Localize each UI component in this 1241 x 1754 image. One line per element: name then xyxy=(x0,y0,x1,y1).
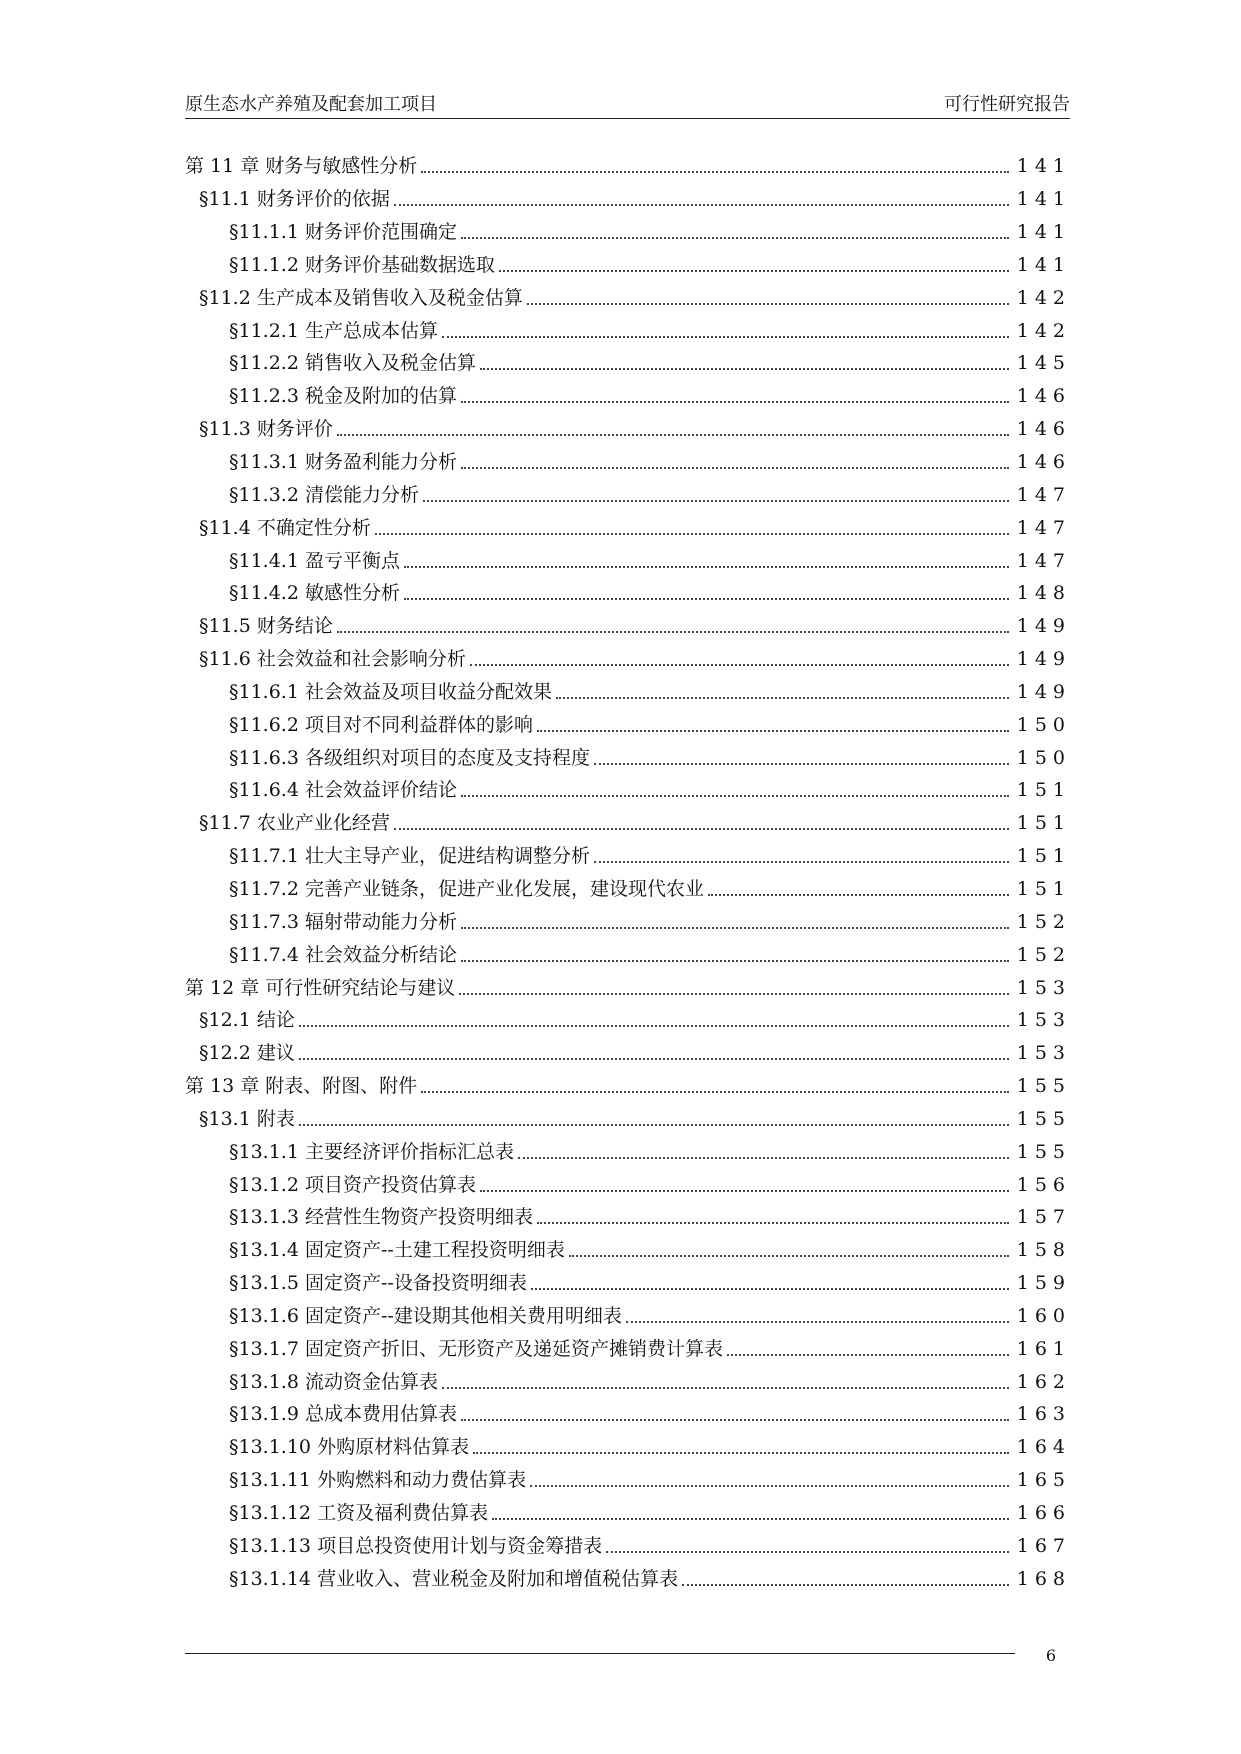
toc-entry-number: §11.2.3 xyxy=(229,385,305,408)
toc-entry-page: 152 xyxy=(1016,943,1071,966)
toc-leader-dots xyxy=(682,1560,1009,1586)
toc-entry-title: 附表 xyxy=(256,1107,295,1130)
toc-entry-number: §13.1.1 xyxy=(229,1140,305,1163)
toc-entry-number: §13.1.3 xyxy=(229,1206,305,1229)
toc-entry-title: 项目总投资使用计划与资金筹措表 xyxy=(317,1534,603,1557)
toc-entry-title: 经营性生物资产投资明细表 xyxy=(304,1206,533,1229)
toc-leader-dots xyxy=(569,1231,1009,1257)
toc-entry-title: 各级组织对项目的态度及支持程度 xyxy=(304,746,590,769)
toc-entry-page: 158 xyxy=(1016,1239,1071,1262)
toc-entry-page: 153 xyxy=(1016,1009,1071,1032)
toc-entry-number: §11.2.2 xyxy=(229,352,305,375)
toc-entry-page: 167 xyxy=(1016,1534,1071,1557)
toc-entry-title: 主要经济评价指标汇总表 xyxy=(304,1140,514,1163)
toc-entry-number: §13.1.10 xyxy=(229,1436,318,1459)
toc-entry-number: §13.1.9 xyxy=(229,1403,305,1426)
toc-entry[interactable] xyxy=(185,380,1071,413)
toc-entry[interactable] xyxy=(185,150,1071,183)
toc-leader-dots xyxy=(480,344,1009,370)
toc-entry-number: §13.1.12 xyxy=(229,1502,318,1525)
toc-leader-dots xyxy=(727,1330,1009,1356)
toc-leader-dots xyxy=(461,377,1009,403)
toc-entry-page: 147 xyxy=(1016,483,1071,506)
toc-leader-dots xyxy=(606,1527,1009,1553)
toc-entry-page: 142 xyxy=(1016,286,1071,309)
toc-leader-dots xyxy=(337,607,1009,633)
toc-entry-page: 162 xyxy=(1016,1370,1071,1393)
toc-leader-dots xyxy=(299,1034,1009,1060)
page-header xyxy=(185,88,1070,119)
toc-entry[interactable] xyxy=(185,1168,1071,1201)
toc-entry-title: 农业产业化经营 xyxy=(256,812,390,835)
table-of-contents xyxy=(185,150,1071,1595)
toc-entry-number: §11.6 xyxy=(199,648,257,671)
toc-leader-dots xyxy=(527,279,1009,305)
toc-entry-title: 财务评价基础数据选取 xyxy=(304,253,495,276)
toc-entry-page: 155 xyxy=(1016,1075,1071,1098)
toc-leader-dots xyxy=(480,1166,1009,1192)
toc-entry-number: §11.6.1 xyxy=(229,680,305,703)
toc-entry[interactable] xyxy=(185,938,1071,971)
toc-entry-number: §11.6.2 xyxy=(229,713,305,736)
toc-entry[interactable] xyxy=(185,1201,1071,1234)
toc-entry-title: 税金及附加的估算 xyxy=(304,385,457,408)
toc-leader-dots xyxy=(423,476,1009,502)
toc-entry-number: §11.2 xyxy=(199,286,257,309)
toc-entry-page: 149 xyxy=(1016,648,1071,671)
toc-entry[interactable] xyxy=(185,1497,1071,1530)
toc-entry-title: 固定资产--建设期其他相关费用明细表 xyxy=(304,1304,622,1327)
toc-entry-number: §11.7.4 xyxy=(229,943,305,966)
toc-leader-dots xyxy=(461,936,1009,962)
toc-entry[interactable] xyxy=(185,1431,1071,1464)
toc-entry[interactable] xyxy=(185,216,1071,249)
toc-leader-dots xyxy=(404,574,1009,600)
toc-entry[interactable] xyxy=(185,708,1071,741)
toc-entry[interactable] xyxy=(185,840,1071,873)
toc-entry-title: 固定资产折旧、无形资产及递延资产摊销费计算表 xyxy=(304,1337,723,1360)
toc-entry[interactable] xyxy=(185,281,1071,314)
toc-entry[interactable] xyxy=(185,676,1071,709)
toc-entry[interactable] xyxy=(185,249,1071,282)
toc-entry-title: 建议 xyxy=(256,1042,295,1065)
header-project-title: 原生态水产养殖及配套加工项目 xyxy=(185,94,437,115)
toc-entry-title: 结论 xyxy=(256,1009,295,1032)
toc-entry-title: 社会效益和社会影响分析 xyxy=(256,648,466,671)
toc-entry-number: §13.1.8 xyxy=(229,1370,305,1393)
toc-entry-title: 外购燃料和动力费估算表 xyxy=(317,1469,527,1492)
toc-entry-page: 141 xyxy=(1016,188,1071,211)
toc-entry-title: 固定资产--设备投资明细表 xyxy=(304,1272,527,1295)
toc-entry[interactable] xyxy=(185,1102,1071,1135)
toc-entry-title: 财务评价 xyxy=(256,418,333,441)
toc-entry[interactable] xyxy=(185,413,1071,446)
toc-entry-title: 销售收入及税金估算 xyxy=(304,352,476,375)
toc-entry[interactable] xyxy=(185,511,1071,544)
toc-leader-dots xyxy=(626,1297,1009,1323)
toc-entry[interactable] xyxy=(185,1300,1071,1333)
toc-entry-number: §13.1.13 xyxy=(229,1534,318,1557)
toc-entry-title: 营业收入、营业税金及附加和增值税估算表 xyxy=(317,1567,679,1590)
toc-entry-title: 附表、附图、附件 xyxy=(265,1075,418,1098)
toc-entry-page: 150 xyxy=(1016,746,1071,769)
toc-entry-title: 生产成本及销售收入及税金估算 xyxy=(256,286,523,309)
toc-entry-number: 第 12 章 xyxy=(185,976,266,999)
toc-entry[interactable] xyxy=(185,741,1071,774)
toc-entry-page: 151 xyxy=(1016,812,1071,835)
toc-entry-page: 146 xyxy=(1016,385,1071,408)
toc-entry-page: 161 xyxy=(1016,1337,1071,1360)
toc-entry-number: §11.4 xyxy=(199,516,257,539)
toc-entry-number: §13.1.2 xyxy=(229,1173,305,1196)
toc-leader-dots xyxy=(442,1363,1009,1389)
footer-divider xyxy=(185,1653,1015,1654)
toc-entry-title: 辐射带动能力分析 xyxy=(304,910,457,933)
toc-entry-number: §11.6.4 xyxy=(229,779,305,802)
header-report-type: 可行性研究报告 xyxy=(944,94,1070,115)
toc-entry[interactable] xyxy=(185,1135,1071,1168)
toc-entry[interactable] xyxy=(185,1365,1071,1398)
toc-leader-dots xyxy=(461,903,1009,929)
toc-leader-dots xyxy=(594,837,1009,863)
toc-entry-title: 工资及福利费估算表 xyxy=(317,1502,489,1525)
toc-entry[interactable] xyxy=(185,183,1071,216)
toc-entry-title: 财务与敏感性分析 xyxy=(265,155,418,178)
toc-entry-title: 生产总成本估算 xyxy=(304,319,438,342)
toc-entry[interactable] xyxy=(185,1234,1071,1267)
toc-entry-page: 168 xyxy=(1016,1567,1071,1590)
toc-leader-dots xyxy=(394,804,1009,830)
toc-entry[interactable] xyxy=(185,905,1071,938)
toc-entry-page: 141 xyxy=(1016,221,1071,244)
toc-entry-number: §11.3.1 xyxy=(229,451,305,474)
toc-entry-number: §11.2.1 xyxy=(229,319,305,342)
toc-entry-page: 157 xyxy=(1016,1206,1071,1229)
toc-entry[interactable] xyxy=(185,1004,1071,1037)
toc-entry-page: 163 xyxy=(1016,1403,1071,1426)
toc-entry-title: 项目资产投资估算表 xyxy=(304,1173,476,1196)
toc-entry[interactable] xyxy=(185,1398,1071,1431)
toc-entry-page: 151 xyxy=(1016,877,1071,900)
toc-leader-dots xyxy=(461,213,1009,239)
toc-entry[interactable] xyxy=(185,807,1071,840)
toc-entry-title: 固定资产--土建工程投资明细表 xyxy=(304,1239,565,1262)
toc-entry-number: §12.2 xyxy=(199,1042,257,1065)
toc-entry[interactable] xyxy=(185,643,1071,676)
toc-entry-title: 总成本费用估算表 xyxy=(304,1403,457,1426)
toc-leader-dots xyxy=(394,180,1009,206)
toc-leader-dots xyxy=(442,312,1009,338)
toc-entry-number: §11.3 xyxy=(199,418,257,441)
toc-entry-title: 壮大主导产业，促进结构调整分析 xyxy=(304,845,590,868)
toc-entry-number: §12.1 xyxy=(199,1009,257,1032)
toc-entry[interactable] xyxy=(185,971,1071,1004)
toc-entry-number: §13.1 xyxy=(199,1107,257,1130)
toc-entry[interactable] xyxy=(185,774,1071,807)
toc-entry-title: 清偿能力分析 xyxy=(304,483,419,506)
toc-leader-dots xyxy=(470,640,1009,666)
toc-entry-title: 流动资金估算表 xyxy=(304,1370,438,1393)
toc-entry-page: 164 xyxy=(1016,1436,1071,1459)
toc-entry-number: 第 11 章 xyxy=(185,155,266,178)
toc-entry[interactable] xyxy=(185,610,1071,643)
toc-entry-page: 151 xyxy=(1016,779,1071,802)
toc-entry-page: 147 xyxy=(1016,549,1071,572)
toc-entry-page: 155 xyxy=(1016,1140,1071,1163)
toc-entry[interactable] xyxy=(185,347,1071,380)
toc-entry-page: 151 xyxy=(1016,845,1071,868)
toc-entry[interactable] xyxy=(185,1037,1071,1070)
toc-leader-dots xyxy=(537,706,1009,732)
toc-leader-dots xyxy=(461,1395,1009,1421)
toc-entry-title: 财务评价的依据 xyxy=(256,188,390,211)
toc-leader-dots xyxy=(473,1428,1009,1454)
toc-entry-page: 147 xyxy=(1016,516,1071,539)
toc-entry-page: 149 xyxy=(1016,680,1071,703)
toc-entry[interactable] xyxy=(185,1070,1071,1103)
toc-entry[interactable] xyxy=(185,1332,1071,1365)
toc-leader-dots xyxy=(537,1198,1009,1224)
toc-leader-dots xyxy=(499,246,1009,272)
toc-entry-page: 152 xyxy=(1016,910,1071,933)
toc-entry-page: 166 xyxy=(1016,1502,1071,1525)
toc-leader-dots xyxy=(461,443,1009,469)
toc-entry-page: 160 xyxy=(1016,1304,1071,1327)
toc-entry-page: 149 xyxy=(1016,615,1071,638)
toc-entry-number: §11.6.3 xyxy=(229,746,305,769)
toc-entry-number: §13.1.14 xyxy=(229,1567,318,1590)
toc-entry[interactable] xyxy=(185,1562,1071,1595)
toc-entry-title: 财务评价范围确定 xyxy=(304,221,457,244)
toc-leader-dots xyxy=(299,1100,1009,1126)
toc-entry-page: 165 xyxy=(1016,1469,1071,1492)
toc-entry-title: 盈亏平衡点 xyxy=(304,549,400,572)
toc-entry[interactable] xyxy=(185,577,1071,610)
toc-entry[interactable] xyxy=(185,314,1071,347)
toc-entry-page: 146 xyxy=(1016,451,1071,474)
toc-entry-title: 不确定性分析 xyxy=(256,516,371,539)
toc-entry-page: 153 xyxy=(1016,976,1071,999)
toc-entry-number: §11.1.1 xyxy=(229,221,305,244)
toc-entry[interactable] xyxy=(185,1464,1071,1497)
toc-entry-page: 155 xyxy=(1016,1107,1071,1130)
toc-leader-dots xyxy=(337,410,1009,436)
toc-leader-dots xyxy=(461,771,1009,797)
toc-entry-number: §13.1.6 xyxy=(229,1304,305,1327)
toc-entry-page: 141 xyxy=(1016,253,1071,276)
toc-leader-dots xyxy=(594,739,1009,765)
toc-entry-number: §13.1.11 xyxy=(229,1469,318,1492)
toc-entry-number: §11.1 xyxy=(199,188,257,211)
toc-entry-title: 敏感性分析 xyxy=(304,582,400,605)
toc-entry-number: §11.5 xyxy=(199,615,257,638)
page-number: 6 xyxy=(1045,1646,1056,1665)
toc-entry-page: 156 xyxy=(1016,1173,1071,1196)
toc-entry-title: 财务盈利能力分析 xyxy=(304,451,457,474)
toc-leader-dots xyxy=(708,870,1009,896)
toc-leader-dots xyxy=(518,1133,1009,1159)
toc-leader-dots xyxy=(421,147,1009,173)
toc-entry[interactable] xyxy=(185,1267,1071,1300)
toc-entry-number: §11.7.1 xyxy=(229,845,305,868)
toc-entry-number: §13.1.4 xyxy=(229,1239,305,1262)
toc-entry[interactable] xyxy=(185,478,1071,511)
toc-entry-page: 146 xyxy=(1016,418,1071,441)
toc-entry-number: §13.1.7 xyxy=(229,1337,305,1360)
toc-entry-number: §11.3.2 xyxy=(229,483,305,506)
toc-entry-title: 完善产业链条，促进产业化发展，建设现代农业 xyxy=(304,877,704,900)
toc-entry-number: §11.7 xyxy=(199,812,257,835)
toc-entry[interactable] xyxy=(185,1529,1071,1562)
toc-entry-number: §11.4.1 xyxy=(229,549,305,572)
toc-entry-number: §11.1.2 xyxy=(229,253,305,276)
toc-entry[interactable] xyxy=(185,544,1071,577)
toc-entry-number: §11.4.2 xyxy=(229,582,305,605)
toc-entry-title: 外购原材料估算表 xyxy=(317,1436,470,1459)
toc-leader-dots xyxy=(299,1001,1009,1027)
toc-entry-title: 社会效益评价结论 xyxy=(304,779,457,802)
toc-entry-number: 第 13 章 xyxy=(185,1075,266,1098)
toc-entry-number: §13.1.5 xyxy=(229,1272,305,1295)
toc-entry-title: 社会效益及项目收益分配效果 xyxy=(304,680,552,703)
toc-entry-title: 社会效益分析结论 xyxy=(304,943,457,966)
toc-leader-dots xyxy=(531,1264,1009,1290)
toc-entry-page: 145 xyxy=(1016,352,1071,375)
toc-entry-page: 148 xyxy=(1016,582,1071,605)
toc-leader-dots xyxy=(421,1067,1009,1093)
toc-entry-title: 财务结论 xyxy=(256,615,333,638)
toc-entry-page: 159 xyxy=(1016,1272,1071,1295)
toc-leader-dots xyxy=(530,1461,1009,1487)
toc-leader-dots xyxy=(492,1494,1009,1520)
toc-leader-dots xyxy=(375,509,1009,535)
toc-leader-dots xyxy=(556,673,1009,699)
toc-entry-page: 150 xyxy=(1016,713,1071,736)
toc-entry-number: §11.7.2 xyxy=(229,877,305,900)
toc-entry[interactable] xyxy=(185,446,1071,479)
toc-entry[interactable] xyxy=(185,873,1071,906)
toc-entry-page: 142 xyxy=(1016,319,1071,342)
toc-entry-number: §11.7.3 xyxy=(229,910,305,933)
toc-leader-dots xyxy=(404,542,1009,568)
toc-entry-title: 项目对不同利益群体的影响 xyxy=(304,713,533,736)
toc-leader-dots xyxy=(459,969,1009,995)
toc-entry-page: 141 xyxy=(1016,155,1071,178)
toc-entry-title: 可行性研究结论与建议 xyxy=(265,976,456,999)
toc-entry-page: 153 xyxy=(1016,1042,1071,1065)
